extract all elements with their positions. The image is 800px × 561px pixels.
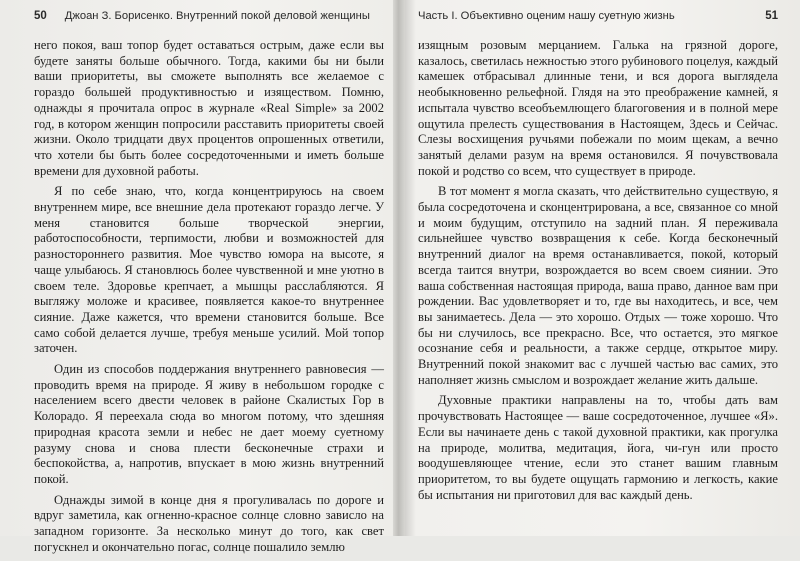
paragraph: В тот момент я могла сказать, что действительно существую, я была сосредоточена и сконцентрирована, а все, связанное со мной и моим будущим, отступило на задний план. Я переживала сильнейшее чувство возвращения к себе. Когда бесконечный внутренний диалог на время останавливается, покой, который всегда таится внутри, возрождается во всем своем сиянии. Это ваша собственная настоящая природа, ваша право, данное вам при рождении. Вас удовлетворяет и то, где вы находитесь, и все, чем вы занимаетесь. Дела — это хорошо. Отдых — тоже хорошо. Что бы ни случилось, все прекрасно. Все, что остается, это мягкое осознание себя и реальности, а также сердце, открытое миру. Внутренний покой знакомит вас с лучшей частью вас самих, это наполняет жизнь смыслом и возрождает желание жить дальше.: [418, 184, 778, 387]
paragraph: Один из способов поддержания внутреннего равновесия — проводить время на природе. Я живу в небольшом городке с населением всего двести человек в районе Скалистых Гор в Колорадо. Я переехала сюда во многом потому, что здешняя природная красота земли и небес не дает моему суетному разуму снова и снова плести бесконечные страхи и беспокойства, а, напротив, впускает в мою жизнь внутренний покой.: [34, 362, 384, 486]
paragraph: Я по себе знаю, что, когда концентрируюсь на своем внутреннем мире, все внешние дела протекают гораздо легче. У меня становится больше творческой энергии, работоспособности, терпимости, любви и возможностей для разностороннего развития. Мое чувство юмора на высоте, я чаще улыбаюсь. Я становлюсь более чувственной и мне уютно в своем теле. Здоровье крепчает, а мышцы расслабляются. Я выгляжу моложе и красивее, появляется какое-то внутреннее сияние. Даже кажется, что времени становится больше. Все само собой делается лучше, требуя меньше усилий. Мой топор заточен.: [34, 184, 384, 356]
right-running-title: Часть I. Объективно оценим нашу суетную жизнь: [418, 10, 675, 22]
left-running-title: Джоан З. Борисенко. Внутренний покой деловой женщины: [64, 10, 370, 22]
left-page-body: [34, 38, 384, 561]
paragraph: изящным розовым мерцанием. Галька на грязной дороге, казалось, светилась нежностью этого рубинового поцелуя, каждый камешек отбрасывал длинные тени, и вся дорога выглядела необыкновенно рельефной. Глядя на это преображение камней, я испытала чувство всеобъемлющего благоговения и в полной мере ощутила прелесть существования в Настоящем, Здесь и Сейчас. Слезы восхищения ручьями побежали по моим щекам, а вечно занятый делами разум на время остановился. Я почувствовала покой и родство со всем, что существует в природе.: [418, 38, 778, 178]
left-page-header: [34, 10, 386, 22]
left-page: [0, 0, 392, 554]
right-page-header: [418, 10, 778, 22]
right-page: [404, 0, 800, 536]
paragraph: него покоя, ваш топор будет оставаться острым, даже если вы будете заняты больше обычного. Тогда, какими бы ни были ваши приоритеты, вы сможете выполнять все желаемое с гораздо большей продуктивностью и изяществом. Помню, однажды я прочитала опрос в журнале «Real Simple» за 2002 год, в котором женщин попросили расставить приоритеты своей жизни. Около тридцати двух процентов опрошенных ответили, что хотели бы быть более сосредоточенными и иметь больше времени для духовной работы.: [34, 38, 384, 178]
paragraph: Духовные практики направлены на то, чтобы дать вам прочувствовать Настоящее — ваше сосредоточенное, лучшее «Я». Если вы начинаете день с такой духовной практики, как прогулка на природе, молитва, медитация, йога, чи-гун или просто воодушевляющее чтение, если это станет вашим главным приоритетом, то вы будете ощущать гармонию и легкость, какие бы испытания ни приготовил для вас каждый день.: [418, 393, 778, 502]
left-page-number: 50: [34, 10, 47, 22]
right-page-number: 51: [765, 10, 778, 22]
right-page-body: [418, 38, 778, 508]
paragraph: Однажды зимой в конце дня я прогуливалась по дороге и вдруг заметила, как огненно-красное солнце словно зависло на западном горизонте. За несколько минут до того, как свет погускнел и окончательно погас, солнце пошалило землю: [34, 492, 384, 554]
